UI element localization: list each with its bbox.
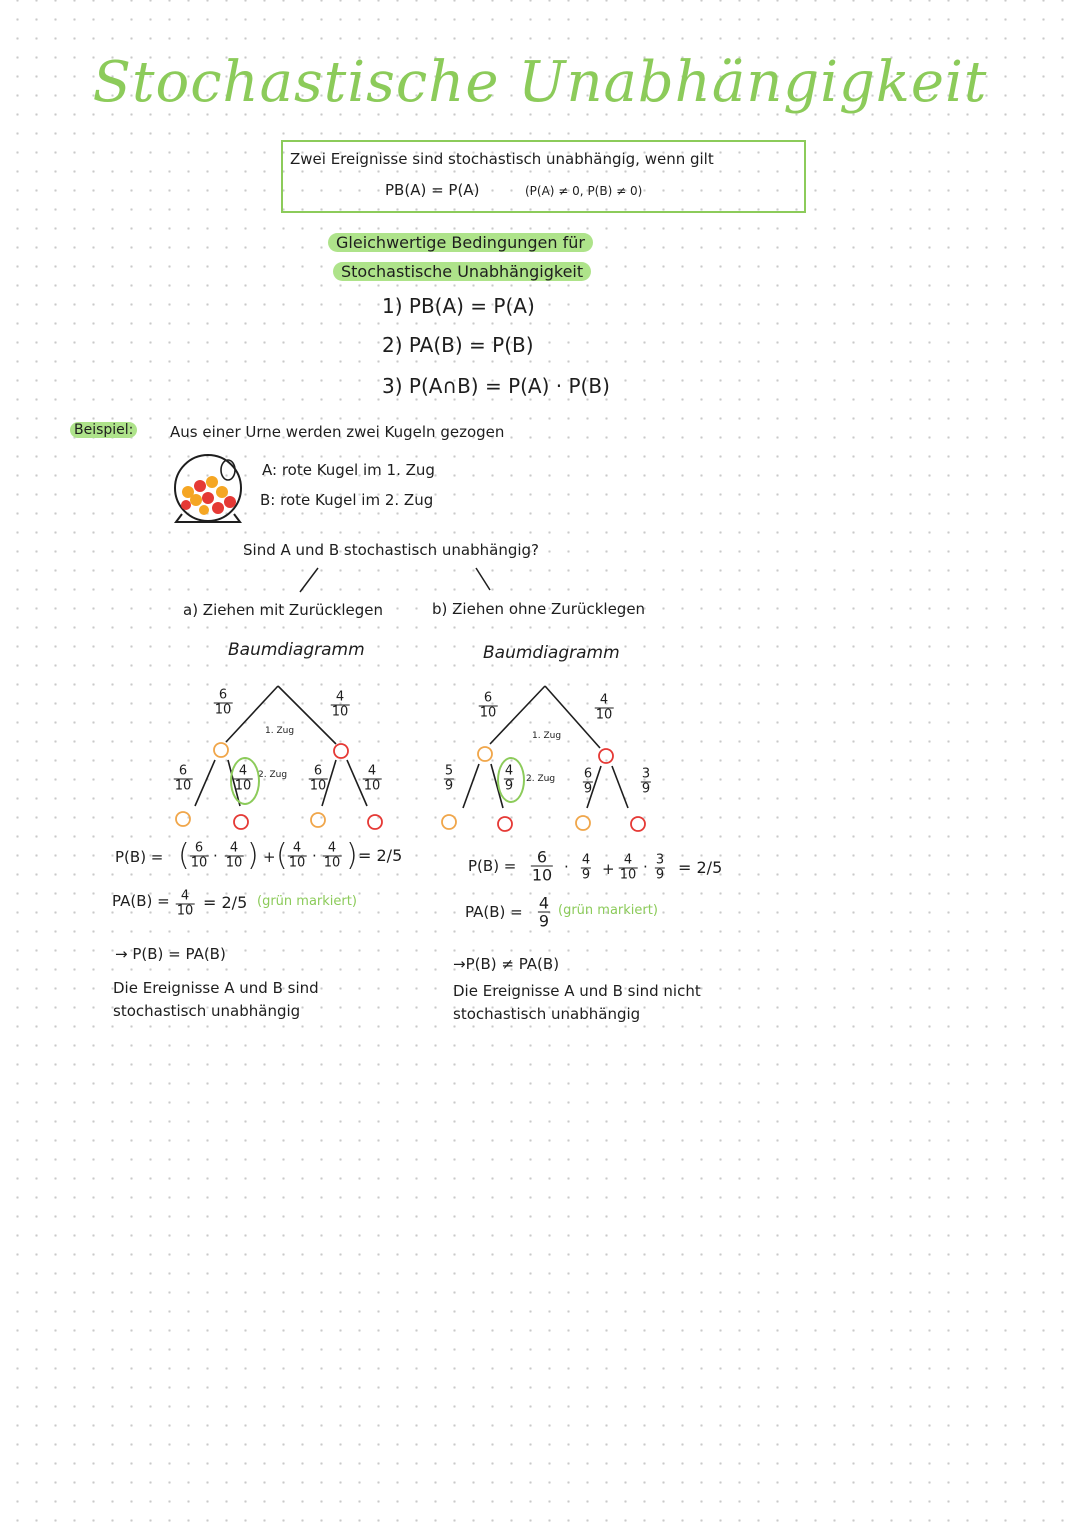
case-a-conclusion-2: stochastisch unabhängig [113,1002,301,1020]
definition-condition: (P(A) ≠ 0, P(B) ≠ 0) [525,184,643,198]
case-b-conclusion-2: stochastisch unabhängig [453,1005,641,1023]
case-b-pab-label: PA(B) = [465,903,523,921]
tree-a-fraction: $\frac{4}{10}$ [331,689,349,720]
case-a-pb-result: = 2/5 [358,846,403,865]
example-label: Beispiel: [70,422,137,438]
term-fraction: $\frac{3}{9}$ [655,852,665,883]
case-b-conclusion-formula: →P(B) ≠ PA(B) [453,955,560,973]
tree-b-fraction: $\frac{6}{9}$ [583,766,593,797]
tree-b-fraction: $\frac{4}{9}$ [504,763,514,794]
times-dot: · [643,858,648,876]
case-a-heading: a) Ziehen mit Zurücklegen [183,601,383,619]
times-dot: · [312,847,317,865]
conditions-heading-2: Stochastische Unabhängigkeit [333,262,591,281]
case-a-tree-title: Baumdiagramm [228,640,365,660]
case-a-pab-result: = 2/5 [203,893,248,912]
case-b-green-note: (grün markiert) [558,903,658,918]
case-b-conclusion-1: Die Ereignisse A und B sind nicht [453,982,701,1000]
example-question: Sind A und B stochastisch unabhängig? [243,541,540,559]
conditions-heading-1: Gleichwertige Bedingungen für [328,233,593,252]
term-fraction: $\frac{6}{10}$ [190,840,208,871]
example-text: Aus einer Urne werden zwei Kugeln gezogen [170,423,505,441]
case-a-pb-label: P(B) = [115,848,164,866]
term-fraction: $\frac{4}{10}$ [176,888,194,919]
page-title: Stochastische Unabhängigkeit [92,50,988,115]
event-b: B: rote Kugel im 2. Zug [260,491,434,509]
case-a-step1: 1. Zug [265,726,295,736]
plus: + [602,860,615,878]
tree-a-fraction: $\frac{6}{10}$ [214,687,232,718]
tree-b-fraction: $\frac{6}{10}$ [479,690,497,721]
tree-b-fraction: $\frac{3}{9}$ [641,766,651,797]
case-a-green-note: (grün markiert) [257,894,357,909]
definition-formula: PB(A) = P(A) [385,181,480,199]
plus: + [263,848,276,866]
tree-a [176,686,382,829]
times-dot: · [213,847,218,865]
split-line-right [476,568,490,590]
tree-b [442,686,645,831]
term-fraction: $\frac{4}{10}$ [288,840,306,871]
tree-a-fraction: $\frac{6}{10}$ [174,763,192,794]
case-b-step2: 2. Zug [526,774,556,784]
case-a-step2: 2. Zug [258,770,288,780]
condition-3: 3) P(A∩B) = P(A) · P(B) [382,374,610,398]
case-b-pb-result: = 2/5 [678,858,723,877]
term-fraction: $\frac{4}{10}$ [619,852,637,883]
paren: ) [346,838,358,873]
condition-1: 1) PB(A) = P(A) [382,294,535,318]
paren: ( [178,838,190,873]
event-a: A: rote Kugel im 1. Zug [262,461,435,479]
case-b-heading: b) Ziehen ohne Zurücklegen [432,600,646,618]
case-b-tree-title: Baumdiagramm [483,643,620,663]
term-fraction: $\frac{4}{9}$ [538,893,550,931]
tree-a-fraction: $\frac{4}{10}$ [234,763,252,794]
condition-2: 2) PA(B) = P(B) [382,333,534,357]
tree-a-fraction: $\frac{4}{10}$ [363,763,381,794]
term-fraction: $\frac{4}{10}$ [323,840,341,871]
tree-a-fraction: $\frac{6}{10}$ [309,763,327,794]
definition-text: Zwei Ereignisse sind stochastisch unabhängig, wenn gilt [290,150,714,168]
case-a-pab-label: PA(B) = [112,892,170,910]
split-line-left [300,568,318,592]
urn-icon [175,455,241,522]
term-fraction: $\frac{4}{9}$ [581,852,591,883]
case-b-step1: 1. Zug [532,731,562,741]
paren: ( [276,838,288,873]
case-b-pb-label: P(B) = [468,857,517,875]
tree-b-fraction: $\frac{4}{10}$ [595,692,613,723]
term-fraction: $\frac{6}{10}$ [531,847,553,885]
times-dot: · [564,858,569,876]
case-a-conclusion-formula: → P(B) = PA(B) [115,945,226,963]
case-a-conclusion-1: Die Ereignisse A und B sind [113,979,319,997]
paren: ) [247,838,259,873]
tree-b-fraction: $\frac{5}{9}$ [444,763,454,794]
term-fraction: $\frac{4}{10}$ [225,840,243,871]
